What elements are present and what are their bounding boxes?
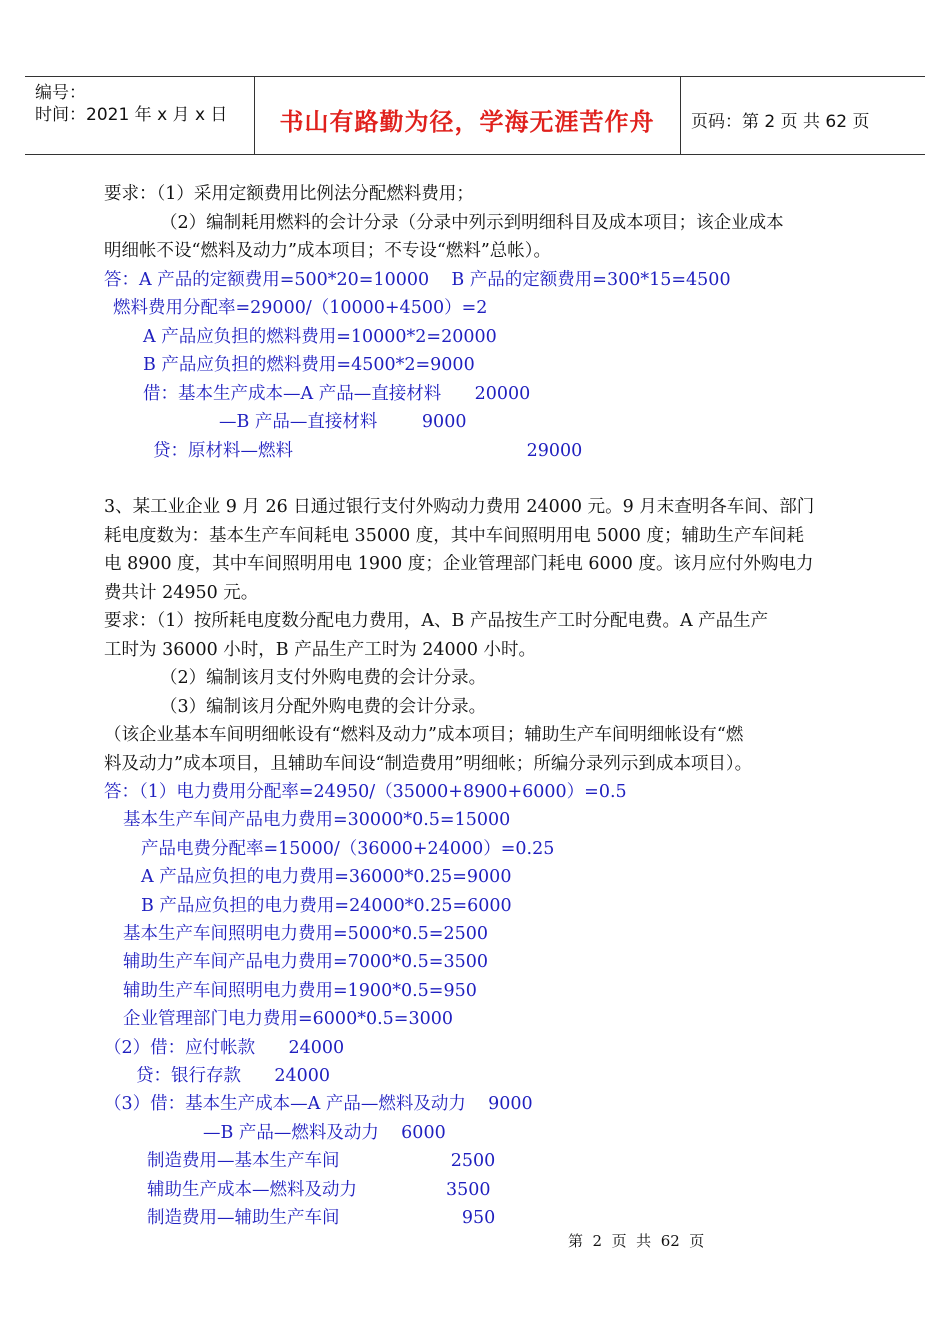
header-divider-right — [680, 76, 681, 155]
answer-line: 基本生产车间照明电力费用=5000*0.5=2500 — [123, 924, 488, 944]
header-bottom-rule — [25, 154, 925, 155]
page-header — [25, 76, 925, 156]
answer-line: —B 产品—直接材料 9000 — [219, 412, 467, 432]
answer-line: 辅助生产车间产品电力费用=7000*0.5=3500 — [123, 952, 488, 972]
question-line: 耗电度数为：基本生产车间耗电 35000 度，其中车间照明用电 5000 度；辅助生产车间耗 — [104, 526, 804, 546]
answer-line: （2）借：应付帐款 24000 — [104, 1038, 345, 1058]
answer-line: —B 产品—燃料及动力 6000 — [203, 1123, 446, 1143]
answer-line: 制造费用—基本生产车间 2500 — [147, 1151, 496, 1171]
answer-line: 燃料费用分配率=29000/（10000+4500）=2 — [113, 298, 488, 318]
answer-line: 制造费用—辅助生产车间 950 — [147, 1208, 496, 1228]
question-line: （2）编制该月支付外购电费的会计分录。 — [160, 668, 487, 688]
question-line: 3、某工业企业 9 月 26 日通过银行支付外购动力费用 24000 元。9 月末查明各车间、部门 — [104, 497, 815, 517]
document-number-label: 编号： — [35, 83, 86, 103]
header-page-number: 页码：第 2 页 共 62 页 — [691, 112, 870, 132]
header-motto: 书山有路勤为径，学海无涯苦作舟 — [279, 108, 655, 136]
answer-line: 产品电费分配率=15000/（36000+24000）=0.25 — [141, 839, 555, 859]
page-footer: 第 2 页 共 62 页 — [568, 1232, 705, 1250]
answer-line: B 产品应负担的燃料费用=4500*2=9000 — [143, 355, 475, 375]
question-line: 要求：（1）按所耗电度数分配电力费用，A、B 产品按生产工时分配电费。A 产品生产 — [104, 611, 769, 631]
text-line: （2）编制耗用燃料的会计分录（分录中列示到明细科目及成本项目；该企业成本 — [160, 213, 784, 233]
question-line: （3）编制该月分配外购电费的会计分录。 — [160, 697, 487, 717]
answer-line: 辅助生产车间照明电力费用=1900*0.5=950 — [123, 981, 477, 1001]
answer-line: 答：A 产品的定额费用=500*20=10000 B 产品的定额费用=300*15=4500 — [104, 270, 731, 290]
answer-line: 辅助生产成本—燃料及动力 3500 — [147, 1180, 491, 1200]
answer-line: 企业管理部门电力费用=6000*0.5=3000 — [123, 1009, 453, 1029]
answer-line: 贷：银行存款 24000 — [136, 1066, 331, 1086]
question-line: 料及动力”成本项目，且辅助车间设“制造费用”明细帐；所编分录列示到成本项目）。 — [104, 754, 753, 774]
question-line: （该企业基本车间明细帐设有“燃料及动力”成本项目；辅助生产车间明细帐设有“燃 — [104, 725, 744, 745]
answer-line: A 产品应负担的电力费用=36000*0.25=9000 — [141, 867, 512, 887]
question-line: 费共计 24950 元。 — [104, 583, 259, 603]
text-line: 要求：（1）采用定额费用比例法分配燃料费用； — [104, 184, 474, 204]
answer-line: A 产品应负担的燃料费用=10000*2=20000 — [143, 327, 497, 347]
answer-line: 基本生产车间产品电力费用=30000*0.5=15000 — [123, 810, 511, 830]
question-line: 工时为 36000 小时，B 产品生产工时为 24000 小时。 — [104, 640, 537, 660]
answer-line: B 产品应负担的电力费用=24000*0.25=6000 — [141, 896, 512, 916]
answer-line: （3）借：基本生产成本—A 产品—燃料及动力 9000 — [104, 1094, 533, 1114]
answer-line: 答：（1）电力费用分配率=24950/（35000+8900+6000）=0.5 — [104, 782, 627, 802]
document-time-label: 时间：2021 年 x 月 x 日 — [35, 105, 228, 125]
text-line: 明细帐不设“燃料及动力”成本项目；不专设“燃料”总帐）。 — [104, 241, 552, 261]
question-line: 电 8900 度，其中车间照明用电 1900 度；企业管理部门耗电 6000 度。该月应付外购电力 — [104, 554, 814, 574]
header-info — [35, 82, 227, 126]
answer-line: 贷：原材料—燃料 29000 — [153, 441, 583, 461]
answer-line: 借：基本生产成本—A 产品—直接材料 20000 — [143, 384, 531, 404]
header-top-rule — [25, 76, 925, 77]
